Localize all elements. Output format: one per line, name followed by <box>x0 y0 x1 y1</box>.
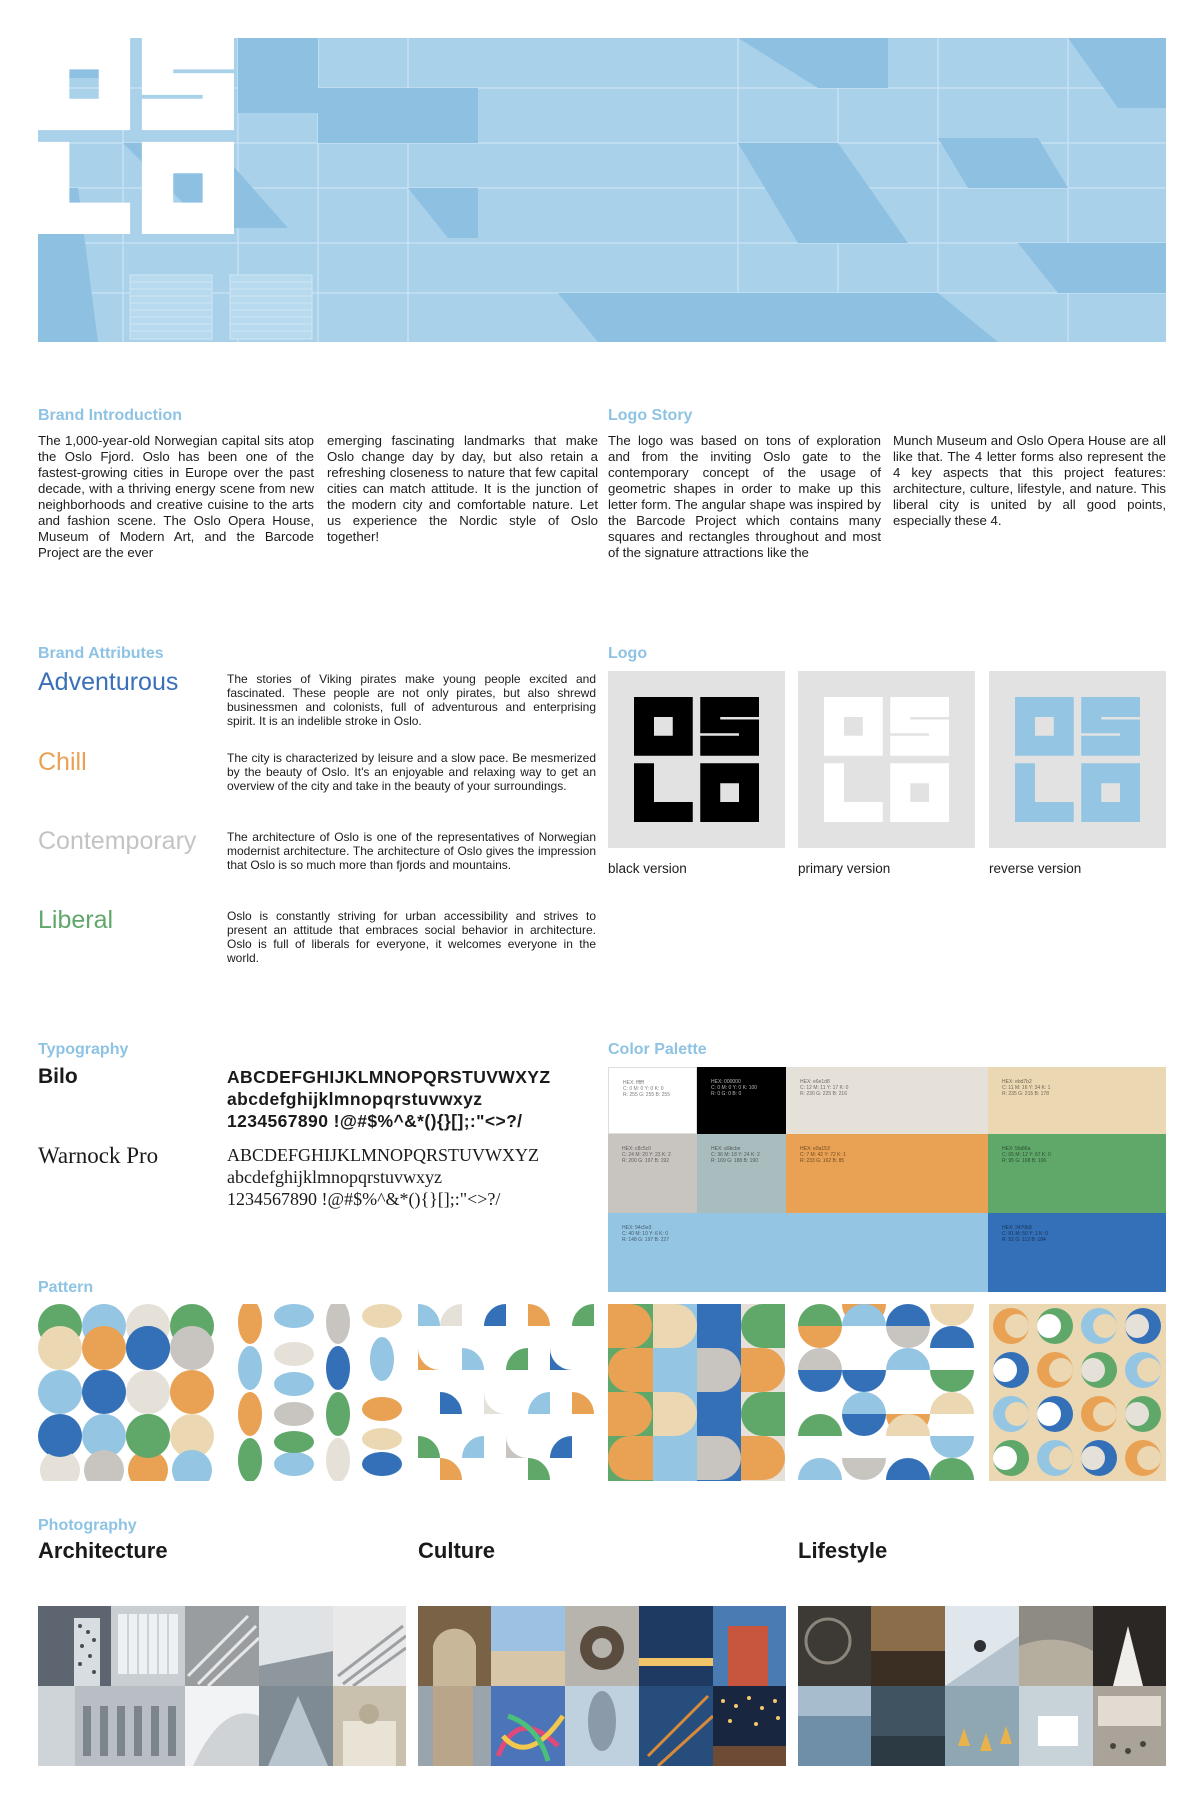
attribute-adventurous-desc: The stories of Viking pirates make young people excited and fascinated. These people are not only pirates, but also shrewd businessmen and colonists, full of adventurous and enterprising spirit. It is an indelible stroke in Oslo. <box>227 672 596 728</box>
glyphs-warnock-upper: ABCDEFGHIJKLMNOPQRSTUVWXYZ <box>227 1145 540 1165</box>
swatch-light-beige-rgb: R: 230 G: 225 B: 216 <box>800 1091 847 1097</box>
swatch-blue-cmyk: C: 81 M: 50 Y: 1 K: 0 <box>1002 1231 1049 1237</box>
swatch-light-blue-hex: HEX: 94c5e3 <box>622 1225 652 1231</box>
swatch-orange-cmyk: C: 7 M: 42 Y: 72 K: 1 <box>800 1152 847 1158</box>
logo-story-heading: Logo Story <box>608 407 693 424</box>
photo-title-lifestyle: Lifestyle <box>798 1538 888 1563</box>
logo-black-version <box>608 671 785 848</box>
attribute-contemporary: Contemporary <box>38 827 197 855</box>
swatch-sand-rgb: R: 235 G: 215 B: 178 <box>1002 1091 1049 1097</box>
oslo-logo-hero <box>38 38 234 234</box>
color-palette <box>608 1067 1166 1292</box>
brand-intro-col2: emerging fascinating landmarks that make Oslo change day by day, but also retain a refreshing closeness to nature that few capital cities can match attitude. It is the junction of the modern city and comfortable nature. Let us experience the Nordic style of Oslo together! <box>327 433 598 544</box>
photo-grid-lifestyle <box>798 1606 1166 1766</box>
swatch-blue <box>988 1213 1166 1292</box>
swatch-white-cmyk: C: 0 M: 0 Y: 0 K: 0 <box>623 1086 664 1092</box>
oslo-logo-reverse <box>1015 697 1140 822</box>
swatch-light-beige <box>786 1067 988 1134</box>
logo-story-col2: Munch Museum and Oslo Opera House are all like that. The 4 letter forms also represent the 4 key aspects that this project features: architecture, culture, lifestyle, and nature. This liberal city is united by all good points, especially these 4. <box>893 433 1166 528</box>
swatch-green-cmyk: C: 65 M: 12 Y: 67 K: 0 <box>1002 1152 1051 1158</box>
logo-caption-black: black version <box>608 861 687 876</box>
logo-primary-version <box>798 671 975 848</box>
attribute-liberal-desc: Oslo is constantly striving for urban accessibility and strives to present an attitude that embraces social behavior in architecture. Oslo is full of liberals for everyone, it welcomes everyone in the world. <box>227 909 596 965</box>
attribute-adventurous: Adventurous <box>38 668 179 696</box>
attribute-chill: Chill <box>38 748 87 776</box>
swatch-black-hex: HEX: 000000 <box>711 1079 741 1085</box>
swatch-black <box>697 1067 786 1134</box>
swatch-warm-grey-rgb: R: 200 G: 197 B: 192 <box>622 1158 669 1164</box>
swatch-warm-grey-cmyk: C: 24 M: 20 Y: 23 K: 2 <box>622 1152 671 1158</box>
swatch-light-beige-cmyk: C: 12 M: 11 Y: 17 K: 0 <box>800 1085 849 1091</box>
logo-story-col1: The logo was based on tons of exploration and from the inviting Oslo gate to the contemporary concept of the usage of geometric shapes in order to make up this letter form. The angular shape was inspired by the Barcode Project which contains many squares and rectangles throughout and most of the signature attractions like the <box>608 433 881 560</box>
attribute-contemporary-desc: The architecture of Oslo is one of the representatives of Norwegian modernist architecture. The architecture of Oslo gives the impression that Oslo is so much more than fjords and mountains. <box>227 830 596 872</box>
swatch-sand-hex: HEX: ebd7b2 <box>1002 1079 1032 1085</box>
pattern-3 <box>418 1304 595 1481</box>
swatch-light-beige-hex: HEX: e6e1d8 <box>800 1079 830 1085</box>
color-palette-heading: Color Palette <box>608 1041 707 1058</box>
glyphs-bilo <box>227 1066 550 1132</box>
brand-intro-col1: The 1,000-year-old Norwegian capital sits atop the Oslo Fjord. Oslo has been one of the fastest-growing cities in Europe over the past decade, with a thriving energy scene from new neighborhoods and creative cuisine to the arts and fashion scene. The Oslo Opera House, Museum of Modern Art, and the Barcode Project are the ever <box>38 433 314 560</box>
photo-title-culture: Culture <box>418 1538 495 1563</box>
swatch-orange-hex: HEX: e9a153 <box>800 1146 830 1152</box>
swatch-black-rgb: R: 0 G: 0 B: 0 <box>711 1091 742 1097</box>
swatch-sand-cmyk: C: 11 M: 16 Y: 34 K: 1 <box>1002 1085 1051 1091</box>
typography-heading: Typography <box>38 1041 129 1058</box>
oslo-logo-black <box>634 697 759 822</box>
pattern-2 <box>228 1304 405 1481</box>
swatch-white-hex: HEX: ffffff <box>623 1080 644 1086</box>
swatch-light-blue-rgb: R: 148 G: 197 B: 227 <box>622 1237 669 1243</box>
swatch-slate <box>697 1134 786 1213</box>
attribute-liberal: Liberal <box>38 906 114 934</box>
logo-caption-reverse: reverse version <box>989 861 1082 876</box>
swatch-light-blue <box>608 1213 988 1292</box>
pattern-5 <box>798 1304 975 1481</box>
pattern-4 <box>608 1304 785 1481</box>
swatch-warm-grey <box>608 1134 697 1213</box>
swatch-black-cmyk: C: 0 M: 0 Y: 0 K: 100 <box>711 1085 758 1091</box>
pattern-1 <box>38 1304 215 1481</box>
glyphs-warnock-lower: abcdefghijklmnopqrstuvwxyz <box>227 1167 442 1187</box>
photo-title-architecture: Architecture <box>38 1538 168 1563</box>
photography-heading: Photography <box>38 1517 137 1534</box>
swatch-slate-hex: HEX: a9bcbe <box>711 1146 741 1152</box>
glyphs-bilo-lower: abcdefghijklmnopqrstuvwxyz <box>227 1089 483 1109</box>
glyphs-warnock-nums: 1234567890 !@#$%^&*(){}[];:"<>?/ <box>227 1189 501 1209</box>
swatch-white <box>608 1067 697 1134</box>
pattern-6 <box>989 1304 1166 1481</box>
swatch-orange-rgb: R: 233 G: 162 B: 85 <box>800 1158 845 1164</box>
photo-grid-culture <box>418 1606 786 1766</box>
font-name-warnock: Warnock Pro <box>38 1143 159 1168</box>
glyphs-bilo-nums: 1234567890 !@#$%^&*(){}[];:"<>?/ <box>227 1111 523 1131</box>
swatch-blue-rgb: R: 52 G: 112 B: 184 <box>1002 1237 1046 1243</box>
swatch-sand <box>988 1067 1166 1134</box>
swatch-slate-rgb: R: 169 G: 188 B: 190 <box>711 1158 758 1164</box>
logo-heading: Logo <box>608 645 648 662</box>
swatch-light-blue-cmyk: C: 40 M: 10 Y: 6 K: 0 <box>622 1231 669 1237</box>
swatch-warm-grey-hex: HEX: c8c5c0 <box>622 1146 651 1152</box>
oslo-logo-primary <box>824 697 949 822</box>
hero-banner <box>38 38 1166 342</box>
swatch-orange <box>786 1134 988 1213</box>
pattern-heading: Pattern <box>38 1279 94 1296</box>
glyphs-bilo-upper: ABCDEFGHIJKLMNOPQRSTUVWXYZ <box>227 1067 551 1087</box>
swatch-blue-hex: HEX: 3470b8 <box>1002 1225 1032 1231</box>
swatch-green-rgb: R: 95 G: 168 B: 106 <box>1002 1158 1047 1164</box>
swatch-green-hex: HEX: 5fa86a <box>1002 1146 1031 1152</box>
attribute-chill-desc: The city is characterized by leisure and a slow pace. Be mesmerized by the beauty of Oslo. It's an enjoyable and relaxing way to get an overview of the city and take in the beauty of your surroundings. <box>227 751 596 793</box>
brand-attributes-heading: Brand Attributes <box>38 645 164 662</box>
font-name-bilo: Bilo <box>38 1065 78 1088</box>
logo-caption-primary: primary version <box>798 861 891 876</box>
brand-introduction-heading: Brand Introduction <box>38 407 182 424</box>
photo-grid-architecture <box>38 1606 406 1766</box>
swatch-slate-cmyk: C: 36 M: 18 Y: 24 K: 2 <box>711 1152 760 1158</box>
logo-reverse-version <box>989 671 1166 848</box>
glyphs-warnock <box>227 1144 539 1210</box>
swatch-white-rgb: R: 255 G: 255 B: 255 <box>623 1092 670 1098</box>
swatch-green <box>988 1134 1166 1213</box>
